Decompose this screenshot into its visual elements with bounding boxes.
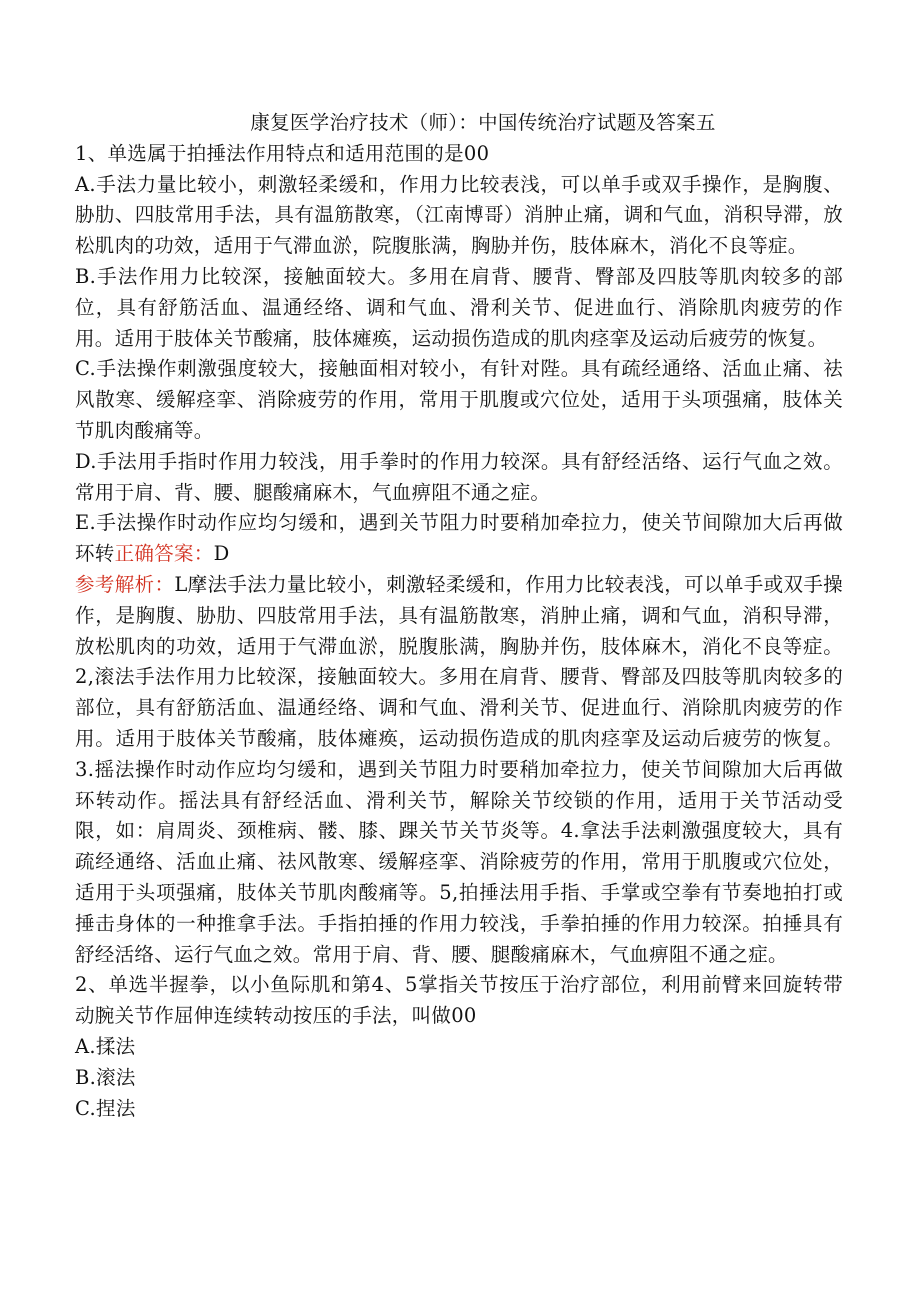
question-2-stem: 2、单选半握拳，以小鱼际肌和第4、5掌指关节按压于治疗部位，利用前臂来回旋转带动腕关节作屈伸连续转动按压的手法，叫做00 <box>75 973 843 1028</box>
question-1-option-b: B.手法作用力比较深，接触面较大。多用在肩背、腰背、臀部及四肢等肌肉较多的部位，具有舒筋活血、温通经络、调和气血、滑利关节、促进血行、消除肌肉疲劳的作用。适用于肢体关节酸痛，肢体瘫痪，运动损伤造成的肌肉痉挛及运动后疲劳的恢复。 <box>75 264 843 350</box>
question-1-option-d: D.手法用手指时作用力较浅，用手拳时的作用力较深。具有舒经活络、运行气血之效。常用于肩、背、腰、腿酸痛麻木，气血痹阻不通之症。 <box>75 449 843 504</box>
correct-answer-value: D <box>213 542 230 566</box>
question-1-option-a: A.手法力量比较小，刺激轻柔缓和，作用力比较表浅，可以单手或双手操作，是胸腹、胁肋、四肢常用手法，具有温筋散寒，（江南博哥）消肿止痛，调和气血，消积导滞，放松肌肉的功效，适用于气滞血淤，院腹胀满，胸胁并伤，肢体麻木，消化不良等症。 <box>75 172 843 258</box>
analysis-text: L摩法手法力量比较小，刺激轻柔缓和，作用力比较表浅，可以单手或双手操作，是胸腹、胁肋、四肢常用手法，具有温筋散寒，消肿止痛，调和气血，消积导滞，放松肌肉的功效，适用于气滞血淤，脱腹胀满，胸胁并伤，肢体麻木，消化不良等症。2,滚法手法作用力比较深，接触面较大。多用在肩背、腰背、臀部及四肢等肌肉较多的部位，具有舒筋活血、温通经络、调和气血、滑利关节、促进血行、消除肌肉疲劳的作用。适用于肢体关节酸痛，肢体瘫痪，运动损伤造成的肌肉痉挛及运动后疲劳的恢复。3.摇法操作时动作应均匀缓和，遇到关节阻力时要稍加牵拉力，使关节间隙加大后再做环转动作。摇法具有舒经活血、滑利关节，解除关节绞锁的作用，适用于关节活动受限，如：肩周炎、颈椎病、髅、膝、踝关节关节炎等。4.拿法手法刺激强度较大，具有疏经通络、活血止痛、祛风散寒、缓解痉挛、消除疲劳的作用，常用于肌腹或穴位处，适用于头项强痛，肢体关节肌肉酸痛等。5,拍捶法用手指、手掌或空拳有节奏地拍打或捶击身体的一种推拿手法。手指拍捶的作用力较浅，手拳拍捶的作用力较深。拍捶具有舒经活络、运行气血之效。常用于肩、背、腰、腿酸痛麻木，气血痹阻不通之症。 <box>75 572 843 966</box>
question-1-option-e: E.手法操作时动作应均匀缓和，遇到关节阻力时要稍加牵拉力，使关节间隙加大后再做环转 <box>75 511 843 566</box>
question-1-option-e-with-answer <box>75 508 843 570</box>
question-1-analysis <box>75 570 843 970</box>
document-title: 康复医学治疗技术（师）：中国传统治疗试题及答案五 <box>250 111 716 134</box>
analysis-label: 参考解析： <box>75 572 175 596</box>
question-2-option-a: A.揉法 <box>75 1034 136 1058</box>
question-1-stem: 1、单选属于拍捶法作用特点和适用范围的是00 <box>75 141 490 165</box>
correct-answer-label: 正确答案： <box>114 542 214 566</box>
question-2-option-b: B.滚法 <box>75 1065 136 1089</box>
document-page <box>75 108 843 1124</box>
question-1-option-c: C.手法操作刺激强度较大，接触面相对较小，有针对陛。具有疏经通络、活血止痛、祛风散寒、缓解痉挛、消除疲劳的作用，常用于肌腹或穴位处，适用于头项强痛，肢体关节肌肉酸痛等。 <box>75 357 843 442</box>
question-2-option-c: C.捏法 <box>75 1096 136 1120</box>
